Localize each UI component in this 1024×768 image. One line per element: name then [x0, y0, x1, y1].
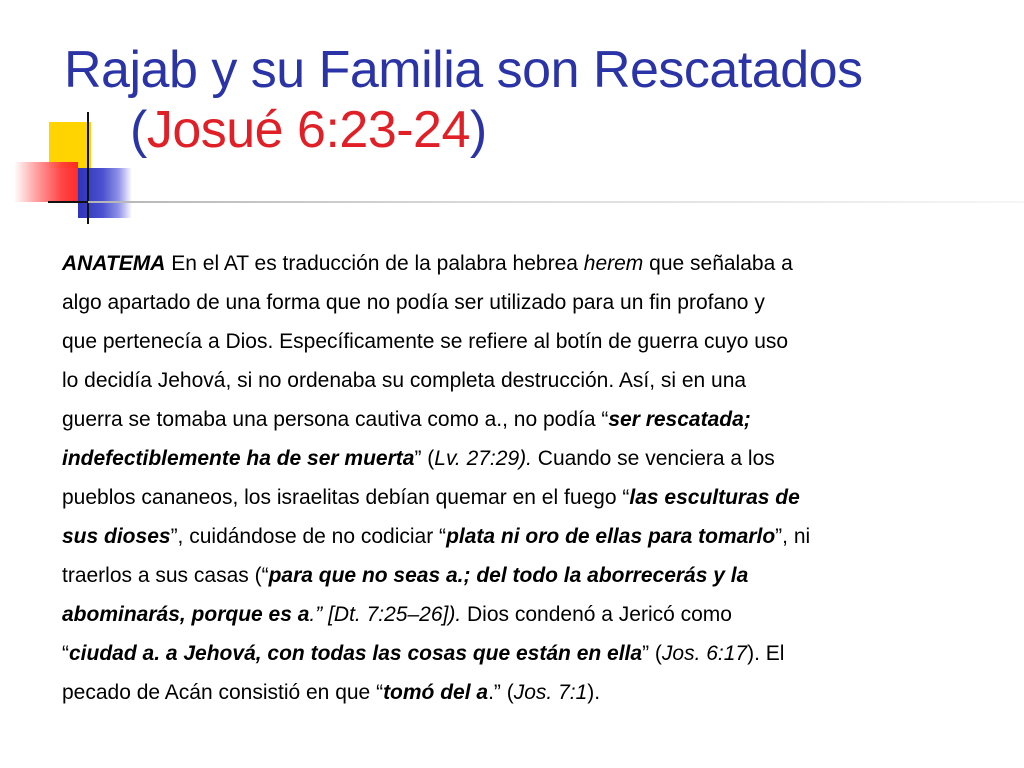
text-run: ). [587, 681, 601, 704]
text-run: .” ( [488, 681, 514, 704]
title-main: Rajab y su Familia son Rescatados [64, 41, 863, 99]
text-run: lo decidía Jehová, si no ordenaba su completa destrucción. Así, si en una [62, 369, 747, 392]
paragraph-line [62, 556, 967, 595]
paragraph-line [62, 517, 967, 556]
text-run: ciudad a. a Jehová, con todas las cosas que están en ella [69, 642, 643, 665]
paragraph-line [62, 400, 967, 439]
paragraph-line [62, 439, 967, 478]
text-run: traerlos a sus casas (“ [62, 564, 269, 587]
paragraph-line [62, 322, 967, 361]
title-scripture-reference: Josué 6:23-24 [146, 101, 470, 159]
text-run: ser rescatada; [608, 408, 751, 431]
text-run: ” ( [642, 642, 662, 665]
text-run: Dios condenó a Jericó como [461, 603, 732, 626]
text-run: pecado de Acán consistió en que “ [62, 681, 384, 704]
text-run: algo apartado de una forma que no podía ser utilizado para un fin profano y [62, 291, 765, 314]
text-run: pueblos cananeos, los israelitas debían quemar en el fuego “ [62, 486, 630, 509]
red-gradient-square [14, 162, 78, 202]
title-reference-line [64, 100, 1019, 160]
text-run: que señalaba a [643, 252, 793, 275]
text-run: para que no seas a.; del todo la aborrecerás y la [268, 564, 749, 587]
paragraph-line [62, 361, 967, 400]
title-divider-line [88, 201, 1024, 203]
text-run: herem [583, 252, 644, 275]
text-run: ). El [747, 642, 785, 665]
text-run: guerra se tomaba una persona cautiva como a., no podía “ [62, 408, 609, 431]
paragraph-line [62, 595, 967, 634]
title-open-paren: ( [130, 101, 147, 159]
text-run: ”, cuidándose de no codiciar “ [170, 525, 447, 548]
paragraph-line [62, 634, 967, 673]
text-run: En el AT es traducción de la palabra hebrea [165, 252, 584, 275]
paragraph-line [62, 283, 967, 322]
text-run: .” [Dt. 7:25–26]). [309, 603, 462, 626]
text-run: “ [62, 642, 69, 665]
text-run: Lv. 27:29). [434, 447, 532, 470]
text-run: Jos. 7:1 [513, 681, 588, 704]
text-run: ANATEMA [62, 252, 166, 275]
text-run: indefectiblemente ha de ser muerta [62, 447, 415, 470]
text-run: ” ( [414, 447, 435, 470]
text-run: sus dioses [62, 525, 171, 548]
text-run: abominarás, porque es a [62, 603, 310, 626]
text-run: las esculturas de [629, 486, 800, 509]
text-run: tomó del a [383, 681, 489, 704]
paragraph-line [62, 244, 967, 283]
text-run: plata ni oro de ellas para tomarlo [446, 525, 776, 548]
text-run: ”, ni [775, 525, 811, 548]
body-paragraph [62, 244, 967, 712]
text-run: que pertenecía a Dios. Específicamente se refiere al botín de guerra cuyo uso [62, 330, 789, 353]
text-run: Cuando se venciera a los [531, 447, 775, 470]
title-close-paren: ) [469, 101, 487, 159]
paragraph-line [62, 673, 967, 712]
text-run: Jos. 6:17 [661, 642, 748, 665]
paragraph-line [62, 478, 967, 517]
slide-title [64, 40, 1019, 160]
